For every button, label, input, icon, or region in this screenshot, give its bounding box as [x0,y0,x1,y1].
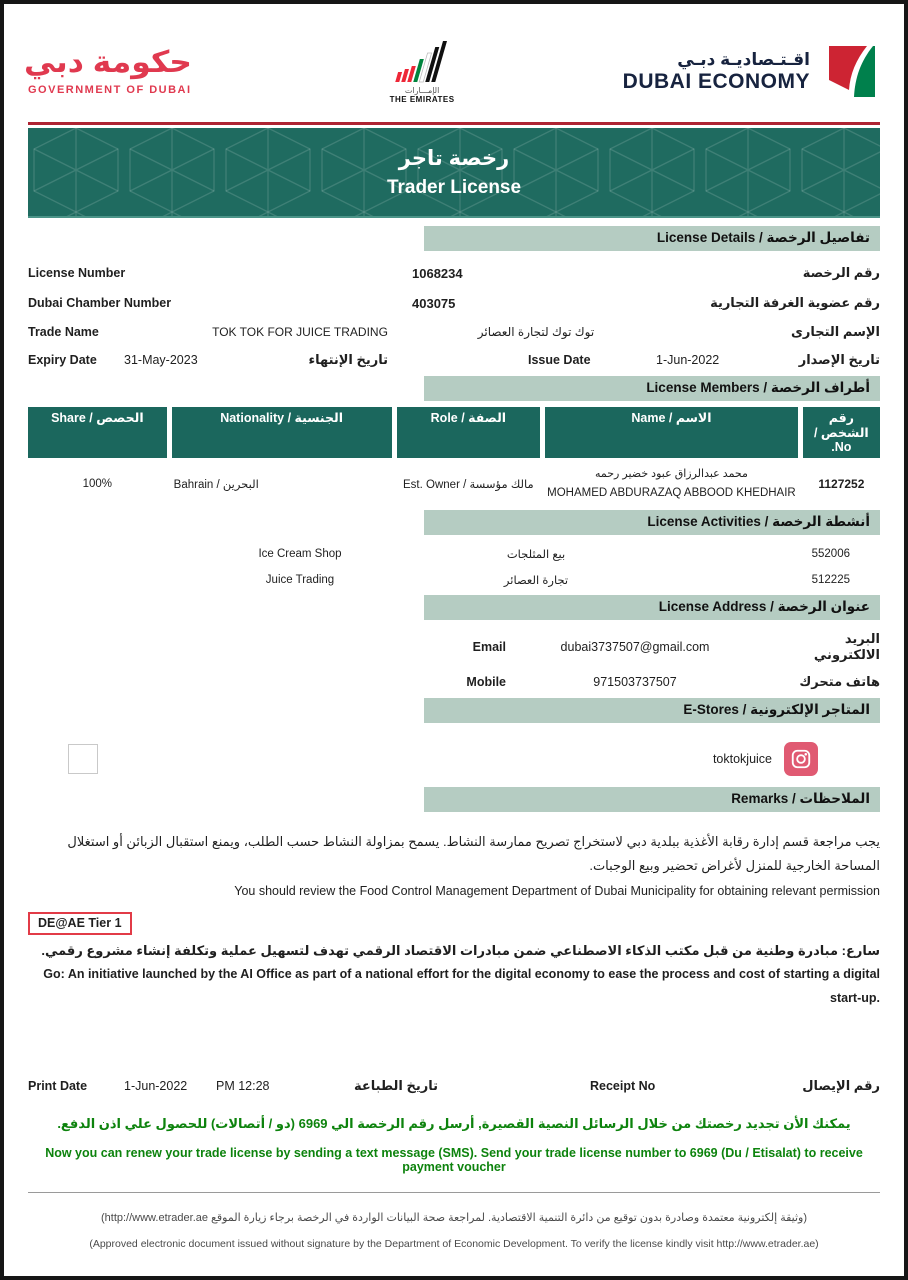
member-name [545,466,798,502]
document-header [24,30,880,114]
member-share: 100% [82,477,113,490]
header-divider-line [28,122,880,125]
trade-name-value-en: TOK TOK FOR JUICE TRADING [212,325,388,339]
column-header-nationality: الجنسية / Nationality [172,407,392,458]
section-header-license-members: أطراف الرخصة / License Members [424,376,880,401]
chamber-number-label-ar: رقم عضوية الغرفة التجارية [710,295,880,310]
mobile-row [424,674,880,690]
receipt-no-label-en: Receipt No [590,1079,656,1093]
emirates-arabic: الإمـــارات [404,85,440,95]
remark-food-english: You should review the Food Control Management Department of Dubai Municipality for obtaining relevant permission [234,884,880,899]
license-number-label-en: License Number [28,266,126,280]
member-number: 1127252 [818,476,865,491]
government-of-dubai-logo [24,46,192,96]
section-header-license-activities: أنشطة الرخصة / License Activities [424,510,880,535]
initiative-english: Go: An initiative launched by the AI Office as part of a national effort for the digital economy to ease the process and cost of starting a digital start-up. [43,967,880,1005]
activity-row [28,573,880,587]
activity-code: 552006 [811,547,850,560]
activity-name-en: Juice Trading [265,573,335,586]
footer-divider-line [28,1192,880,1193]
chamber-number-row [28,295,880,311]
dubai-economy-logo [623,43,880,101]
footer-note-arabic: (وثيقة إلكترونية معتمدة وصادرة بدون توقيع من دائرة التنمية الاقتصادية. لمراجعة صحة البيانات الواردة في الرخصة برجاء زيارة الموقع http://www.etrader.ae) [100,1212,808,1224]
hexagon-pattern [28,128,880,216]
email-row [424,631,880,663]
column-header-no: رقم الشخص / No. [803,407,880,458]
column-header-role: الصفة / Role [397,407,541,458]
footer-note-english: (Approved electronic document issued without signature by the Department of Economic Development. To verify the license kindly visit http://www.etrader.ae) [89,1238,819,1250]
email-label-en: Email [472,639,506,654]
license-number-value: 1068234 [412,265,463,281]
emirates-logo [390,41,455,104]
dubai-economy-wordmark [623,50,810,93]
print-time-value: PM 12:28 [216,1079,270,1093]
issue-date-value: 1-Jun-2022 [656,353,720,367]
emirates-english: THE EMIRATES [389,94,455,104]
renewal-notice-arabic: يمكنك الأن تجديد رخصتك من خلال الرسائل النصية القصيرة, أرسل رقم الرخصة الي 6969 (دو / أتصالات) للحصول علي اذن الدفع. [57,1116,851,1131]
remark-food-arabic: يجب مراجعة قسم إدارة رقابة الأغذية ببلدية دبي لاستخراج تصريح ممارسة النشاط. يسمح بمزاولة النشاط حسب الطلب، ويمنع استقبال الزبائن أو استغلال المساحة الخارجية للمنزل لأغراض تحضير وبيع الوجبات. [67,833,880,874]
issue-date-label-ar: تاريخ الإصدار [798,352,880,367]
activity-code: 512225 [811,573,850,586]
trade-name-row [28,324,880,340]
dubai-economy-arabic: اقـتـصاديـة دبـي [677,50,810,70]
column-header-name: الاسم / Name [545,407,798,458]
member-name-arabic: محمد عبدالرزاق عبود خضير رحمه [594,468,748,480]
license-title-arabic: رخصة تاجر [398,146,510,170]
dates-row [28,352,880,368]
print-date-row [28,1078,880,1094]
chamber-number-value: 403075 [412,295,456,311]
print-date-label-en: Print Date [28,1079,88,1093]
estore-name: toktokjuice [712,751,772,766]
dubai-economy-mark-icon [822,43,880,101]
qr-placeholder-box [68,744,98,774]
member-nationality: البحرين / Bahrain [173,478,259,491]
trade-name-label-en: Trade Name [28,325,99,339]
member-row [28,466,880,502]
section-header-license-details: تفاصيل الرخصة / License Details [424,226,880,251]
activity-name-en: Ice Cream Shop [258,547,342,560]
activity-name-ar: تجارة العصائر [503,574,569,587]
title-banner [28,128,880,218]
government-of-dubai-arabic: حكومة دبي [24,46,192,79]
license-title-english: Trader License [386,176,522,198]
print-date-label-ar: تاريخ الطباعة [353,1078,438,1093]
expiry-date-label-ar: تاريخ الإنتهاء [308,352,388,367]
trader-license-document [4,4,904,1276]
issue-date-label-en: Issue Date [528,353,591,367]
emirates-bars-icon [393,41,451,83]
chamber-number-label-en: Dubai Chamber Number [28,296,172,310]
column-header-share: الحصص / Share [28,407,167,458]
print-date-value: 1-Jun-2022 [124,1079,188,1093]
license-number-label-ar: رقم الرخصة [802,265,880,280]
activity-name-ar: بيع المثلجات [506,548,566,561]
mobile-label-ar: هاتف متحرك [799,673,880,689]
dubai-economy-english: DUBAI ECONOMY [622,70,810,94]
expiry-date-label-en: Expiry Date [28,353,97,367]
member-role: مالك مؤسسة / Est. Owner [403,478,534,491]
section-header-remarks: الملاحظات / Remarks [424,787,880,812]
section-header-license-address: عنوان الرخصة / License Address [424,595,880,620]
members-table-header [28,407,880,458]
initiative-arabic: سارع: مبادرة وطنية من قبل مكتب الذكاء الاصطناعي ضمن مبادرات الاقتصاد الرقمي تهدف لتسهيل عملية وتكلفة إنشاء مشروع رقمي. [41,943,880,959]
mobile-label-en: Mobile [466,674,506,689]
mobile-value: 971503737507 [593,674,677,689]
license-number-row [28,265,880,281]
activity-row [28,547,880,561]
expiry-date-value: 31-May-2023 [124,353,198,367]
deae-tier-badge: DE@AE Tier 1 [28,912,132,935]
section-header-estores: المتاجر الإلكترونية / E-Stores [424,698,880,723]
renewal-notice-english: Now you can renew your trade license by sending a text message (SMS). Send your trade license number to 6969 (Du / Etisalat) to receive payment voucher [45,1146,863,1174]
blank-space [28,1011,880,1078]
trade-name-value-ar: توك توك لتجارة العصائر [477,325,595,339]
email-value: dubai3737507@gmail.com [560,639,710,654]
estores-row [28,739,880,779]
receipt-no-label-ar: رقم الإيصال [802,1078,880,1093]
instagram-icon [784,742,818,776]
member-name-english: MOHAMED ABDURAZAQ ABBOOD KHEDHAIR [547,486,796,499]
trade-name-label-ar: الإسم التجارى [790,324,880,339]
estore-item [713,742,818,776]
government-of-dubai-english: GOVERNMENT OF DUBAI [28,84,192,96]
email-label-ar: البريد الالكتروني [813,630,880,662]
